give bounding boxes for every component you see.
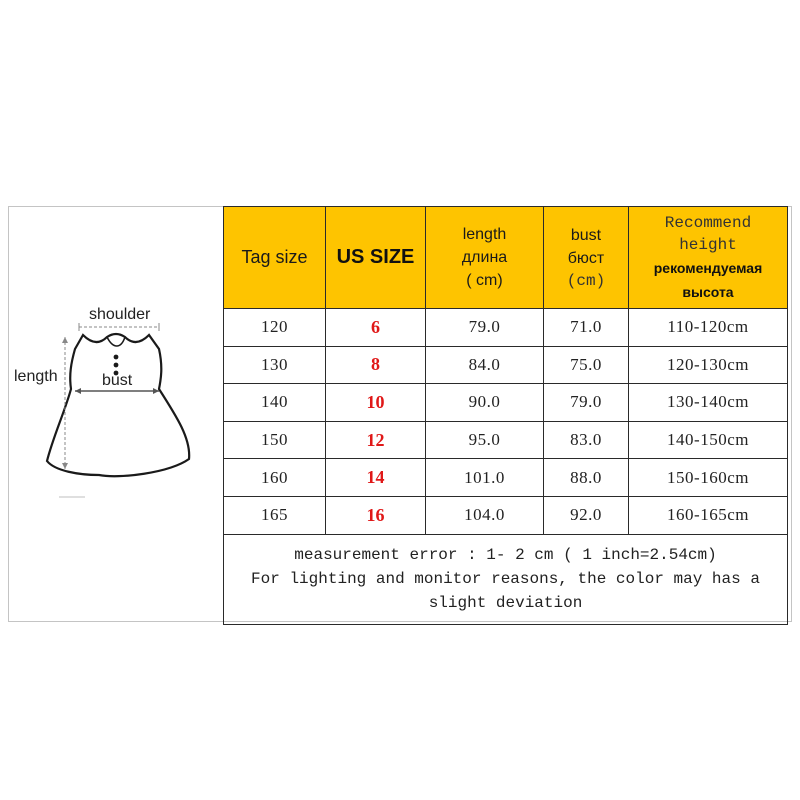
table-row xyxy=(224,384,788,422)
length-label: length xyxy=(14,368,58,385)
height-cell: 150-160cm xyxy=(629,459,788,497)
length-cell: 95.0 xyxy=(426,421,544,459)
height-cell: 130-140cm xyxy=(629,384,788,422)
header-tag-size: Tag size xyxy=(224,207,326,309)
header-us-size: US SIZE xyxy=(326,207,426,309)
table-row xyxy=(224,421,788,459)
us-size-cell: 8 xyxy=(326,346,426,384)
note-line-3: slight deviation xyxy=(428,594,583,613)
note-line-1: measurement error : 1- 2 cm ( 1 inch=2.54cm) xyxy=(294,546,717,565)
length-cell: 90.0 xyxy=(426,384,544,422)
header-row xyxy=(224,207,788,309)
header-bust: bust бюст (cm) xyxy=(544,207,629,309)
note-row xyxy=(224,534,788,624)
us-size-cell: 14 xyxy=(326,459,426,497)
bust-cell: 75.0 xyxy=(544,346,629,384)
us-size-cell: 16 xyxy=(326,496,426,534)
dress-outline xyxy=(47,334,189,476)
table-row xyxy=(224,309,788,347)
dress-measurement-diagram xyxy=(9,207,223,619)
table-row xyxy=(224,346,788,384)
size-table xyxy=(223,206,788,625)
bust-cell: 92.0 xyxy=(544,496,629,534)
bust-cell: 83.0 xyxy=(544,421,629,459)
length-cell: 101.0 xyxy=(426,459,544,497)
us-size-cell: 12 xyxy=(326,421,426,459)
header-recommend-height: Recommend height рекомендуемая высота xyxy=(629,207,788,309)
tag-size-cell: 140 xyxy=(224,384,326,422)
tag-size-cell: 165 xyxy=(224,496,326,534)
measurement-note xyxy=(224,534,788,624)
bust-cell: 79.0 xyxy=(544,384,629,422)
table-row xyxy=(224,459,788,497)
bust-cell: 88.0 xyxy=(544,459,629,497)
note-line-2: For lighting and monitor reasons, the color may has a xyxy=(251,570,760,589)
height-cell: 110-120cm xyxy=(629,309,788,347)
dress-button-1 xyxy=(114,355,119,360)
length-cell: 79.0 xyxy=(426,309,544,347)
us-size-cell: 10 xyxy=(326,384,426,422)
shoulder-label: shoulder xyxy=(89,306,151,323)
tag-size-cell: 150 xyxy=(224,421,326,459)
bust-cell: 71.0 xyxy=(544,309,629,347)
header-length: length длина ( cm) xyxy=(426,207,544,309)
length-cell: 104.0 xyxy=(426,496,544,534)
height-cell: 120-130cm xyxy=(629,346,788,384)
dress-button-2 xyxy=(114,363,119,368)
length-cell: 84.0 xyxy=(426,346,544,384)
tag-size-cell: 160 xyxy=(224,459,326,497)
length-top-arrow xyxy=(62,337,68,343)
height-cell: 140-150cm xyxy=(629,421,788,459)
us-size-cell: 6 xyxy=(326,309,426,347)
tag-size-cell: 130 xyxy=(224,346,326,384)
height-cell: 160-165cm xyxy=(629,496,788,534)
tag-size-cell: 120 xyxy=(224,309,326,347)
table-row xyxy=(224,496,788,534)
bust-label: bust xyxy=(102,372,133,389)
